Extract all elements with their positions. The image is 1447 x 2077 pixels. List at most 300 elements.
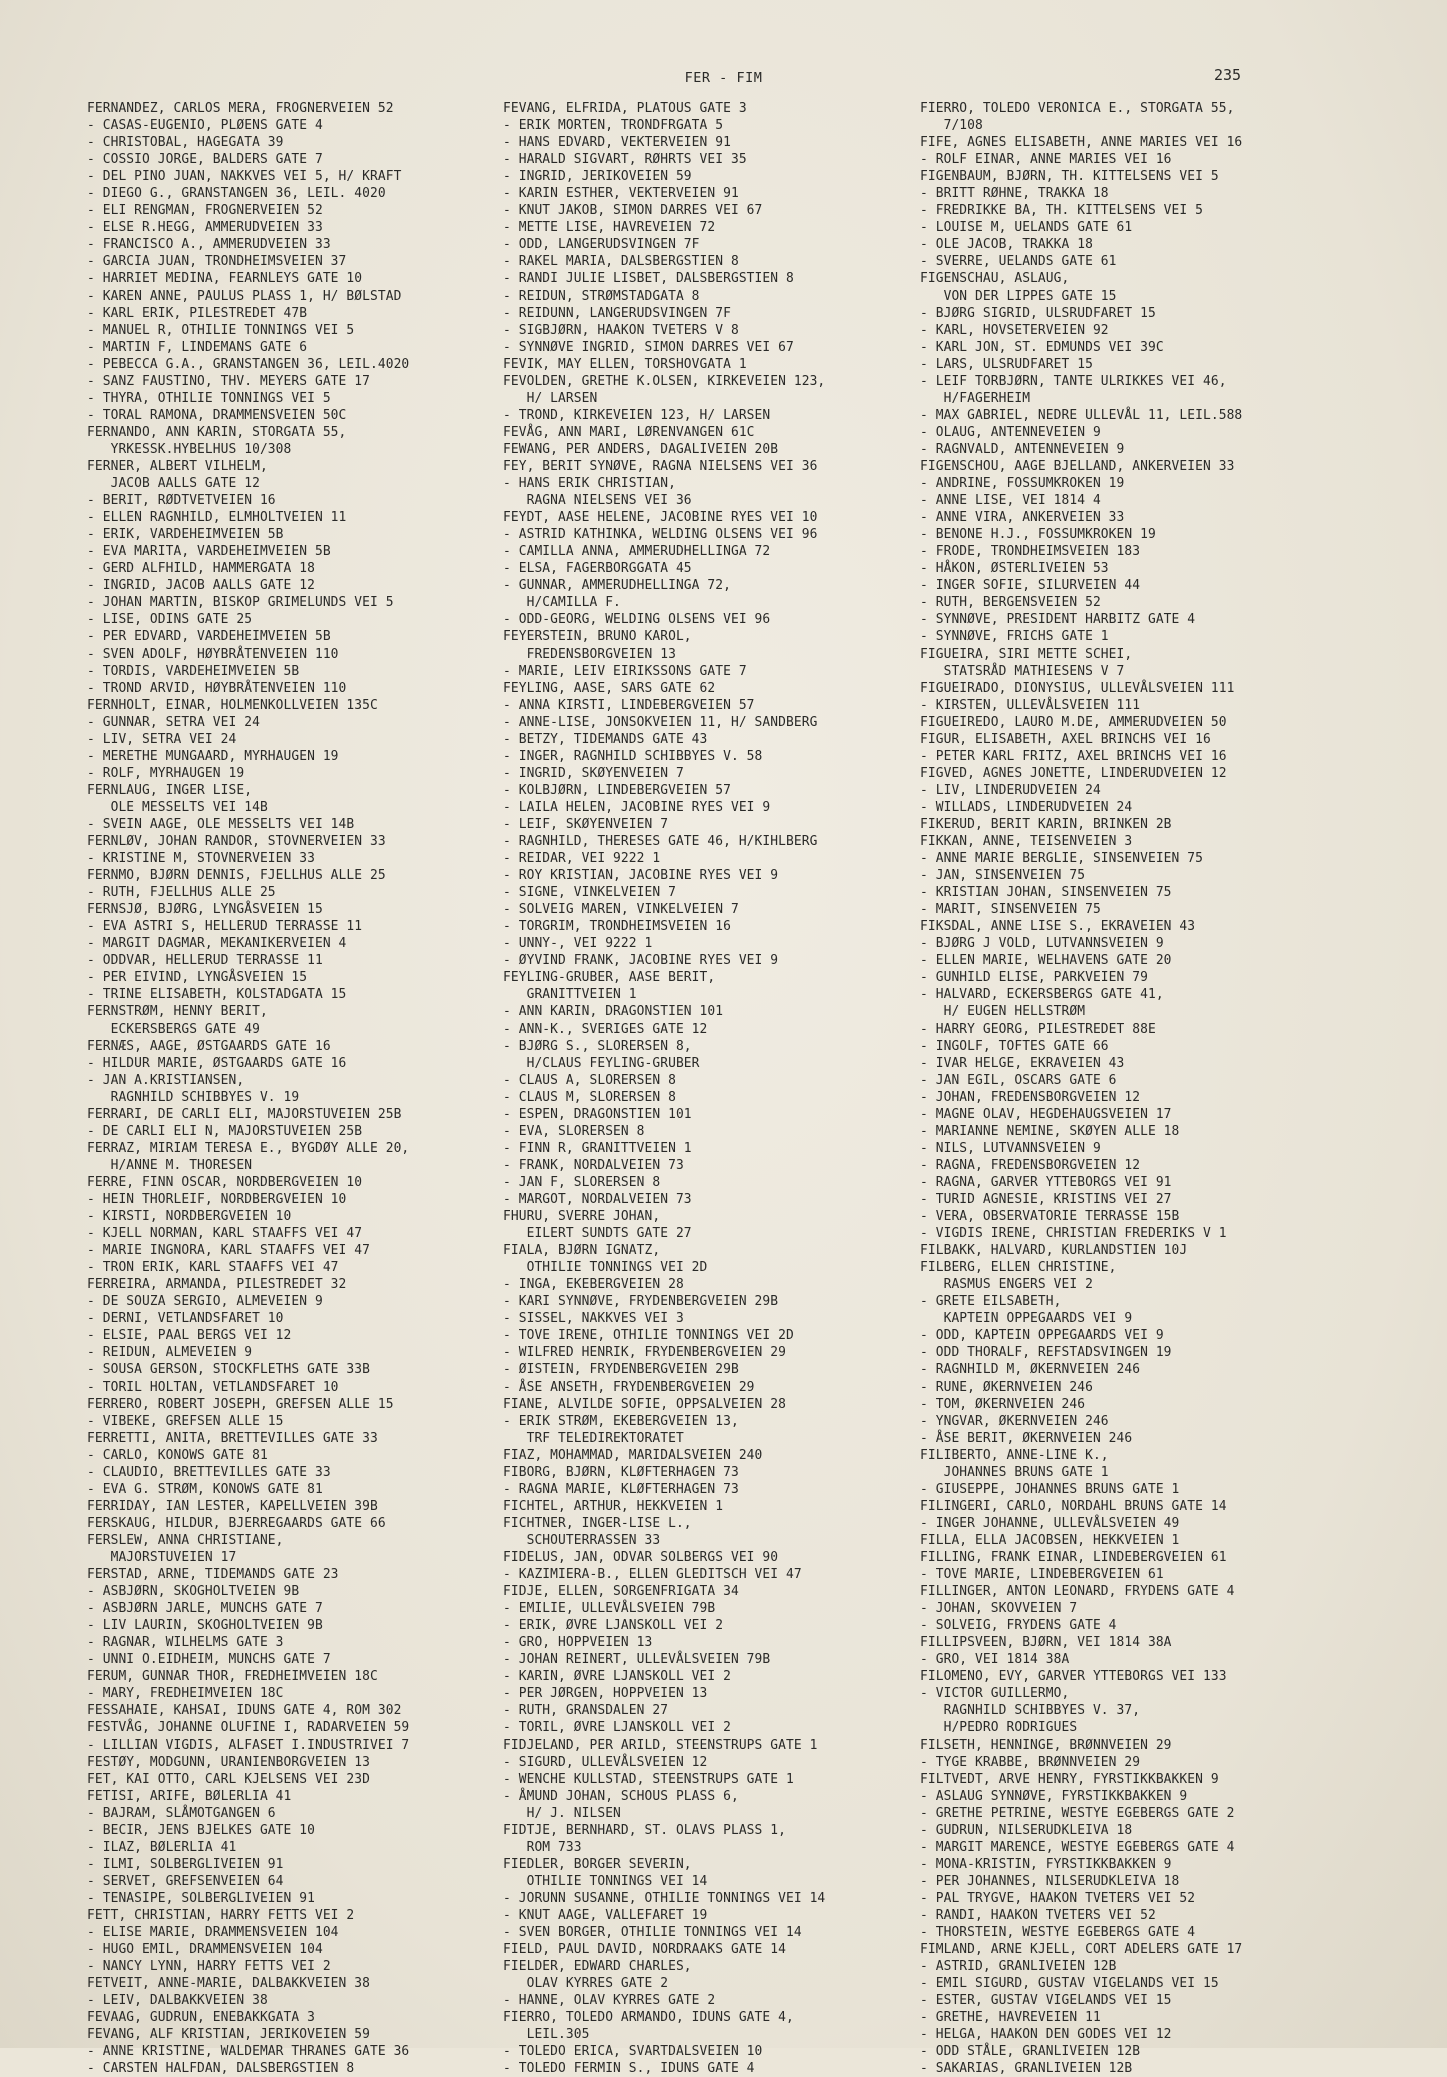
- directory-entry-line: - CLAUS A, SLORERSEN 8: [503, 1072, 676, 1088]
- directory-entry-line: H/PEDRO RODRIGUES: [920, 1720, 1078, 1736]
- column-2: [503, 100, 913, 2077]
- directory-entry-line: - CHRISTOBAL, HAGEGATA 39: [87, 135, 284, 151]
- directory-entry-line: - ÅMUND JOHAN, SCHOUS PLASS 6,: [503, 1788, 739, 1804]
- directory-entry-line: - INGRID, SKØYENVEIEN 7: [503, 765, 684, 781]
- directory-entry-line: - TORIL, ØVRE LJANSKOLL VEI 2: [503, 1720, 731, 1736]
- directory-entry-line: - ODD, LANGERUDSVINGEN 7F: [503, 237, 700, 253]
- directory-entry-line: FEVANG, ALF KRISTIAN, JERIKOVEIEN 59: [87, 2027, 370, 2043]
- directory-entry-line: - INGER, RAGNHILD SCHIBBYES V. 58: [503, 748, 763, 764]
- directory-entry-line: - KNUT JAKOB, SIMON DARRES VEI 67: [503, 203, 763, 219]
- directory-entry-line: FILLIPSVEEN, BJØRN, VEI 1814 38A: [920, 1635, 1172, 1651]
- directory-entry-line: FETT, CHRISTIAN, HARRY FETTS VEI 2: [87, 1907, 355, 1923]
- directory-entry-line: - SYNNØVE, PRESIDENT HARBITZ GATE 4: [920, 612, 1196, 628]
- directory-entry-line: KAPTEIN OPPEGAARDS VEI 9: [920, 1311, 1133, 1327]
- directory-entry-line: - RUTH, BERGENSVEIEN 52: [920, 595, 1101, 611]
- directory-entry-line: - HARALD SIGVART, RØHRTS VEI 35: [503, 152, 747, 168]
- directory-entry-line: VON DER LIPPES GATE 15: [920, 288, 1117, 304]
- directory-entry-line: - TOM, ØKERNVEIEN 246: [920, 1396, 1086, 1412]
- directory-entry-line: - ÅSE BERIT, ØKERNVEIEN 246: [920, 1430, 1133, 1446]
- directory-entry-line: - INGA, EKEBERGVEIEN 28: [503, 1277, 684, 1293]
- directory-entry-line: - WILLADS, LINDERUDVEIEN 24: [920, 799, 1133, 815]
- directory-entry-line: - KIRSTEN, ULLEVÅLSVEIEN 111: [920, 697, 1141, 713]
- directory-entry-line: - EVA ASTRI S, HELLERUD TERRASSE 11: [87, 919, 363, 935]
- directory-entry-line: - FRODE, TRONDHEIMSVEIEN 183: [920, 544, 1141, 560]
- directory-entry-line: - ASTRID KATHINKA, WELDING OLSENS VEI 96: [503, 527, 818, 543]
- directory-entry-line: - RUTH, GRANSDALEN 27: [503, 1703, 669, 1719]
- directory-entry-line: - HARRY GEORG, PILESTREDET 88E: [920, 1021, 1156, 1037]
- directory-entry-line: - ELSE R.HEGG, AMMERUDVEIEN 33: [87, 220, 323, 236]
- directory-entry-line: - REIDUN, ALMEVEIEN 9: [87, 1345, 253, 1361]
- directory-entry-line: - IVAR HELGE, EKRAVEIEN 43: [920, 1055, 1125, 1071]
- directory-entry-line: FERNSJØ, BJØRG, LYNGÅSVEIEN 15: [87, 902, 323, 918]
- directory-entry-line: - SVEN ADOLF, HØYBRÅTENVEIEN 110: [87, 646, 339, 662]
- directory-entry-line: FIGUEIRADO, DIONYSIUS, ULLEVÅLSVEIEN 111: [920, 680, 1235, 696]
- directory-entry-line: - TORDIS, VARDEHEIMVEIEN 5B: [87, 663, 300, 679]
- directory-entry-line: - THYRA, OTHILIE TONNINGS VEI 5: [87, 390, 331, 406]
- directory-entry-line: - GRETHE PETRINE, WESTYE EGEBERGS GATE 2: [920, 1805, 1235, 1821]
- directory-entry-line: - SIGNE, VINKELVEIEN 7: [503, 885, 676, 901]
- directory-entry-line: - ODD STÅLE, GRANLIVEIEN 12B: [920, 2044, 1141, 2060]
- directory-entry-line: - SYNNØVE INGRID, SIMON DARRES VEI 67: [503, 339, 794, 355]
- directory-entry-line: FICHTEL, ARTHUR, HEKKVEIEN 1: [503, 1498, 724, 1514]
- directory-entry-line: - REIDUN, STRØMSTADGATA 8: [503, 288, 700, 304]
- directory-entry-line: - TENASIPE, SOLBERGLIVEIEN 91: [87, 1890, 315, 1906]
- directory-entry-line: FEYLING-GRUBER, AASE BERIT,: [503, 970, 716, 986]
- directory-entry-line: JACOB AALLS GATE 12: [87, 476, 260, 492]
- directory-entry-line: - NANCY LYNN, HARRY FETTS VEI 2: [87, 1959, 331, 1975]
- directory-entry-line: GRANITTVEIEN 1: [503, 987, 637, 1003]
- directory-entry-line: - RUNE, ØKERNVEIEN 246: [920, 1379, 1093, 1395]
- directory-entry-line: FIGUR, ELISABETH, AXEL BRINCHS VEI 16: [920, 731, 1211, 747]
- directory-entry-line: - ERIK, VARDEHEIMVEIEN 5B: [87, 527, 284, 543]
- directory-entry-line: FIKSDAL, ANNE LISE S., EKRAVEIEN 43: [920, 919, 1196, 935]
- directory-entry-line: - ROLF, MYRHAUGEN 19: [87, 765, 245, 781]
- directory-entry-line: - HELGA, HAAKON DEN GODES VEI 12: [920, 2027, 1172, 2043]
- directory-entry-line: FILIBERTO, ANNE-LINE K.,: [920, 1447, 1109, 1463]
- directory-entry-line: - MARTIN F, LINDEMANS GATE 6: [87, 339, 308, 355]
- directory-entry-line: SCHOUTERRASSEN 33: [503, 1532, 661, 1548]
- directory-entry-line: H/ J. NILSEN: [503, 1805, 621, 1821]
- directory-entry-line: - KARIN, ØVRE LJANSKOLL VEI 2: [503, 1669, 731, 1685]
- directory-entry-line: - CARSTEN HALFDAN, DALSBERGSTIEN 8: [87, 2061, 355, 2077]
- directory-entry-line: - LARS, ULSRUDFARET 15: [920, 356, 1093, 372]
- directory-entry-line: - INGER JOHANNE, ULLEVÅLSVEIEN 49: [920, 1515, 1180, 1531]
- directory-entry-line: - TURID AGNESIE, KRISTINS VEI 27: [920, 1192, 1172, 1207]
- directory-entry-line: - BENONE H.J., FOSSUMKROKEN 19: [920, 527, 1156, 543]
- directory-entry-line: H/ EUGEN HELLSTRØM: [920, 1004, 1086, 1020]
- directory-entry-line: - CLAUDIO, BRETTEVILLES GATE 33: [87, 1464, 331, 1480]
- directory-entry-line: - LEIV, DALBAKKVEIEN 38: [87, 1993, 268, 2009]
- directory-entry-line: - ESTER, GUSTAV VIGELANDS VEI 15: [920, 1993, 1172, 2009]
- directory-entry-line: - BETZY, TIDEMANDS GATE 43: [503, 731, 708, 747]
- directory-entry-line: - LISE, ODINS GATE 25: [87, 612, 253, 628]
- directory-entry-line: RAGNA NIELSENS VEI 36: [503, 493, 692, 509]
- directory-entry-line: - UNNI O.EIDHEIM, MUNCHS GATE 7: [87, 1652, 331, 1668]
- directory-entry-line: - ANNE-LISE, JONSOKVEIEN 11, H/ SANDBERG: [503, 714, 818, 730]
- directory-entry-line: FEYERSTEIN, BRUNO KAROL,: [503, 629, 692, 645]
- directory-entry-line: - RAGNHILD, THERESES GATE 46, H/KIHLBERG: [503, 834, 818, 850]
- directory-entry-line: - RAGNA MARIE, KLØFTERHAGEN 73: [503, 1481, 739, 1497]
- directory-entry-line: - PEBECCA G.A., GRANSTANGEN 36, LEIL.4020: [87, 356, 410, 372]
- directory-entry-line: FETISI, ARIFE, BØLERLIA 41: [87, 1788, 292, 1804]
- directory-entry-line: - YNGVAR, ØKERNVEIEN 246: [920, 1413, 1109, 1429]
- directory-entry-line: - GRO, VEI 1814 38A: [920, 1652, 1070, 1668]
- directory-entry-line: - ANN-K., SVERIGES GATE 12: [503, 1021, 708, 1037]
- directory-entry-line: - KOLBJØRN, LINDEBERGVEIEN 57: [503, 782, 731, 798]
- directory-entry-line: - RAKEL MARIA, DALSBERGSTIEN 8: [503, 254, 739, 270]
- directory-entry-line: FERRERO, ROBERT JOSEPH, GREFSEN ALLE 15: [87, 1396, 394, 1412]
- directory-entry-line: - OLE JACOB, TRAKKA 18: [920, 237, 1093, 253]
- directory-entry-line: - KRISTIAN JOHAN, SINSENVEIEN 75: [920, 885, 1172, 901]
- directory-entry-line: FEY, BERIT SYNØVE, RAGNA NIELSENS VEI 36: [503, 458, 818, 474]
- directory-entry-line: - RAGNVALD, ANTENNEVEIEN 9: [920, 441, 1125, 457]
- directory-entry-line: - TORIL HOLTAN, VETLANDSFARET 10: [87, 1379, 339, 1395]
- directory-entry-line: - LIV LAURIN, SKOGHOLTVEIEN 9B: [87, 1618, 323, 1634]
- directory-entry-line: - BJØRG J VOLD, LUTVANNSVEIEN 9: [920, 936, 1164, 952]
- directory-entry-line: - GARCIA JUAN, TRONDHEIMSVEIEN 37: [87, 254, 347, 270]
- directory-entry-line: - SYNNØVE, FRICHS GATE 1: [920, 629, 1109, 645]
- directory-entry-line: - SIGBJØRN, HAAKON TVETERS V 8: [503, 322, 739, 338]
- directory-entry-line: FERUM, GUNNAR THOR, FREDHEIMVEIEN 18C: [87, 1669, 378, 1685]
- directory-entry-line: MAJORSTUVEIEN 17: [87, 1549, 237, 1565]
- directory-entry-line: FILINGERI, CARLO, NORDAHL BRUNS GATE 14: [920, 1498, 1227, 1514]
- directory-entry-line: - FREDRIKKE BA, TH. KITTELSENS VEI 5: [920, 203, 1203, 219]
- directory-entry-line: - TOVE IRENE, OTHILIE TONNINGS VEI 2D: [503, 1328, 794, 1344]
- directory-entry-line: FERNANDO, ANN KARIN, STORGATA 55,: [87, 424, 347, 440]
- directory-entry-line: - ILAZ, BØLERLIA 41: [87, 1839, 237, 1855]
- directory-entry-line: FERSLEW, ANNA CHRISTIANE,: [87, 1532, 284, 1548]
- directory-entry-line: - REIDUNN, LANGERUDSVINGEN 7F: [503, 305, 731, 321]
- directory-entry-line: - RAGNHILD M, ØKERNVEIEN 246: [920, 1362, 1141, 1378]
- directory-entry-line: TRF TELEDIREKTORATET: [503, 1430, 684, 1446]
- directory-entry-line: H/ANNE M. THORESEN: [87, 1157, 253, 1173]
- directory-entry-line: - ODD-GEORG, WELDING OLSENS VEI 96: [503, 612, 771, 628]
- directory-entry-line: - MONA-KRISTIN, FYRSTIKKBAKKEN 9: [920, 1856, 1172, 1872]
- directory-entry-line: - PER EDVARD, VARDEHEIMVEIEN 5B: [87, 629, 331, 645]
- directory-entry-line: FEYLING, AASE, SARS GATE 62: [503, 680, 716, 696]
- directory-entry-line: - BERIT, RØDTVETVEIEN 16: [87, 493, 276, 509]
- directory-entry-line: FILLING, FRANK EINAR, LINDEBERGVEIEN 61: [920, 1549, 1227, 1565]
- directory-entry-line: - KAREN ANNE, PAULUS PLASS 1, H/ BØLSTAD: [87, 288, 402, 304]
- directory-entry-line: - GRETE EILSABETH,: [920, 1294, 1062, 1310]
- directory-entry-line: EILERT SUNDTS GATE 27: [503, 1226, 692, 1242]
- directory-entry-line: - SERVET, GREFSENVEIEN 64: [87, 1873, 284, 1889]
- running-head: FER - FIM: [684, 70, 763, 86]
- directory-entry-line: - LEIF TORBJØRN, TANTE ULRIKKES VEI 46,: [920, 373, 1227, 389]
- directory-entry-line: - RANDI JULIE LISBET, DALSBERGSTIEN 8: [503, 271, 794, 287]
- directory-entry-line: LEIL.305: [503, 2027, 590, 2043]
- directory-entry-line: - METTE LISE, HAVREVEIEN 72: [503, 220, 716, 236]
- directory-entry-line: - EVA MARITA, VARDEHEIMVEIEN 5B: [87, 544, 331, 560]
- directory-entry-line: - ESPEN, DRAGONSTIEN 101: [503, 1106, 692, 1122]
- directory-entry-line: - TRON ERIK, KARL STAAFFS VEI 47: [87, 1260, 339, 1276]
- directory-entry-line: FIGUEIRA, SIRI METTE SCHEI,: [920, 646, 1133, 662]
- directory-entry-line: - ANN KARIN, DRAGONSTIEN 101: [503, 1004, 724, 1020]
- directory-entry-line: FIDJELAND, PER ARILD, STEENSTRUPS GATE 1: [503, 1737, 818, 1753]
- directory-entry-line: FEVOLDEN, GRETHE K.OLSEN, KIRKEVEIEN 123,: [503, 373, 826, 389]
- directory-entry-line: - ØISTEIN, FRYDENBERGVEIEN 29B: [503, 1362, 739, 1378]
- directory-entry-line: FIGENSCHOU, AAGE BJELLAND, ANKERVEIEN 33: [920, 458, 1235, 474]
- directory-entry-line: - JOHAN, SKOVVEIEN 7: [920, 1601, 1078, 1617]
- directory-entry-line: - VIGDIS IRENE, CHRISTIAN FREDERIKS V 1: [920, 1226, 1227, 1242]
- directory-entry-line: - HEIN THORLEIF, NORDBERGVEIEN 10: [87, 1192, 347, 1207]
- directory-entry-line: FIGVED, AGNES JONETTE, LINDERUDVEIEN 12: [920, 765, 1227, 781]
- directory-entry-line: - ELI RENGMAN, FROGNERVEIEN 52: [87, 203, 323, 219]
- directory-entry-line: FILSETH, HENNINGE, BRØNNVEIEN 29: [920, 1737, 1172, 1753]
- directory-entry-line: FILBAKK, HALVARD, KURLANDSTIEN 10J: [920, 1243, 1188, 1259]
- directory-entry-line: ROM 733: [503, 1839, 582, 1855]
- directory-entry-line: - LEIF, SKØYENVEIEN 7: [503, 816, 669, 832]
- directory-entry-line: FILBERG, ELLEN CHRISTINE,: [920, 1260, 1117, 1276]
- column-3: [920, 100, 1340, 2077]
- directory-entry-line: - MAX GABRIEL, NEDRE ULLEVÅL 11, LEIL.588: [920, 407, 1243, 423]
- directory-entry-line: FERNANDEZ, CARLOS MERA, FROGNERVEIEN 52: [87, 101, 394, 116]
- directory-entry-line: FERNÆS, AAGE, ØSTGAARDS GATE 16: [87, 1038, 331, 1054]
- directory-entry-line: FIALA, BJØRN IGNATZ,: [503, 1243, 661, 1259]
- directory-entry-line: - NILS, LUTVANNSVEIEN 9: [920, 1140, 1101, 1156]
- directory-entry-line: FEVANG, ELFRIDA, PLATOUS GATE 3: [503, 101, 747, 116]
- directory-entry-line: FIBORG, BJØRN, KLØFTERHAGEN 73: [503, 1464, 739, 1480]
- directory-entry-line: - DEL PINO JUAN, NAKKVES VEI 5, H/ KRAFT: [87, 169, 402, 185]
- directory-entry-line: - HANS EDVARD, VEKTERVEIEN 91: [503, 135, 731, 151]
- directory-entry-line: - EVA G. STRØM, KONOWS GATE 81: [87, 1481, 323, 1497]
- directory-entry-line: - ELISE MARIE, DRAMMENSVEIEN 104: [87, 1925, 339, 1941]
- directory-entry-line: - ANNA KIRSTI, LINDEBERGVEIEN 57: [503, 697, 755, 713]
- directory-entry-line: STATSRÅD MATHIESENS V 7: [920, 663, 1125, 679]
- directory-entry-line: FIELD, PAUL DAVID, NORDRAAKS GATE 14: [503, 1942, 786, 1958]
- directory-entry-line: - DERNI, VETLANDSFARET 10: [87, 1311, 284, 1327]
- directory-entry-line: - JOHAN, FREDENSBORGVEIEN 12: [920, 1089, 1141, 1105]
- directory-entry-line: - HARRIET MEDINA, FEARNLEYS GATE 10: [87, 271, 363, 287]
- directory-entry-line: YRKESSK.HYBELHUS 10/308: [87, 441, 292, 457]
- directory-entry-line: FIGENSCHAU, ASLAUG,: [920, 271, 1070, 287]
- directory-entry-line: - ØYVIND FRANK, JACOBINE RYES VEI 9: [503, 953, 779, 969]
- directory-entry-line: FIGUEIREDO, LAURO M.DE, AMMERUDVEIEN 50: [920, 714, 1227, 730]
- directory-entry-line: FERRIDAY, IAN LESTER, KAPELLVEIEN 39B: [87, 1498, 378, 1514]
- directory-entry-line: - KIRSTI, NORDBERGVEIEN 10: [87, 1209, 292, 1225]
- directory-entry-line: - TROND, KIRKEVEIEN 123, H/ LARSEN: [503, 407, 771, 423]
- directory-entry-line: - ELSA, FAGERBORGGATA 45: [503, 561, 692, 577]
- directory-entry-line: - PER EIVIND, LYNGÅSVEIEN 15: [87, 970, 308, 986]
- directory-entry-line: - JOHAN REINERT, ULLEVÅLSVEIEN 79B: [503, 1652, 771, 1668]
- directory-entry-line: - MARGIT DAGMAR, MEKANIKERVEIEN 4: [87, 936, 347, 952]
- directory-entry-line: - MARGOT, NORDALVEIEN 73: [503, 1192, 692, 1207]
- directory-entry-line: - FRANCISCO A., AMMERUDVEIEN 33: [87, 237, 331, 253]
- directory-entry-line: - WENCHE KULLSTAD, STEENSTRUPS GATE 1: [503, 1771, 794, 1787]
- directory-entry-line: - ERIK STRØM, EKEBERGVEIEN 13,: [503, 1413, 739, 1429]
- directory-entry-line: - TROND ARVID, HØYBRÅTENVEIEN 110: [87, 680, 347, 696]
- directory-entry-line: FERRETTI, ANITA, BRETTEVILLES GATE 33: [87, 1430, 378, 1446]
- directory-entry-line: H/CLAUS FEYLING-GRUBER: [503, 1055, 700, 1071]
- directory-entry-line: OTHILIE TONNINGS VEI 14: [503, 1873, 708, 1889]
- directory-entry-line: - GERD ALFHILD, HAMMERGATA 18: [87, 561, 315, 577]
- directory-entry-line: OTHILIE TONNINGS VEI 2D: [503, 1260, 708, 1276]
- directory-entry-line: - VERA, OBSERVATORIE TERRASSE 15B: [920, 1209, 1180, 1225]
- directory-entry-line: FIMLAND, ARNE KJELL, CORT ADELERS GATE 17: [920, 1942, 1243, 1958]
- directory-entry-line: - ASTRID, GRANLIVEIEN 12B: [920, 1959, 1117, 1975]
- directory-entry-line: FIDTJE, BERNHARD, ST. OLAVS PLASS 1,: [503, 1822, 786, 1838]
- directory-entry-line: - DE CARLI ELI N, MAJORSTUVEIEN 25B: [87, 1123, 363, 1139]
- directory-entry-line: - TRINE ELISABETH, KOLSTADGATA 15: [87, 987, 347, 1003]
- directory-entry-line: FEYDT, AASE HELENE, JACOBINE RYES VEI 10: [503, 510, 818, 526]
- directory-entry-line: FIERRO, TOLEDO ARMANDO, IDUNS GATE 4,: [503, 2010, 794, 2026]
- directory-entry-line: - OLAUG, ANTENNEVEIEN 9: [920, 424, 1101, 440]
- directory-entry-line: FIGENBAUM, BJØRN, TH. KITTELSENS VEI 5: [920, 169, 1219, 185]
- directory-entry-line: - GUNNAR, AMMERUDHELLINGA 72,: [503, 578, 731, 594]
- directory-entry-line: OLAV KYRRES GATE 2: [503, 1976, 669, 1992]
- page-number: 235: [1214, 66, 1242, 84]
- directory-entry-line: - WILFRED HENRIK, FRYDENBERGVEIEN 29: [503, 1345, 786, 1361]
- directory-entry-line: FERNLAUG, INGER LISE,: [87, 782, 253, 798]
- directory-entry-line: - TORAL RAMONA, DRAMMENSVEIEN 50C: [87, 407, 347, 423]
- column-1: [87, 100, 487, 2077]
- directory-entry-line: - JOHAN MARTIN, BISKOP GRIMELUNDS VEI 5: [87, 595, 394, 611]
- directory-entry-line: FESTØY, MODGUNN, URANIENBORGVEIEN 13: [87, 1754, 370, 1770]
- directory-entry-line: FEVIK, MAY ELLEN, TORSHOVGATA 1: [503, 356, 747, 372]
- directory-entry-line: FERRE, FINN OSCAR, NORDBERGVEIEN 10: [87, 1174, 363, 1190]
- directory-entry-line: - BAJRAM, SLÅMOTGANGEN 6: [87, 1805, 276, 1821]
- directory-entry-line: - REIDAR, VEI 9222 1: [503, 851, 661, 867]
- directory-entry-line: - HANNE, OLAV KYRRES GATE 2: [503, 1993, 716, 2009]
- directory-entry-line: - ELLEN MARIE, WELHAVENS GATE 20: [920, 953, 1172, 969]
- directory-entry-line: - MANUEL R, OTHILIE TONNINGS VEI 5: [87, 322, 355, 338]
- directory-entry-line: - GUDRUN, NILSERUDKLEIVA 18: [920, 1822, 1133, 1838]
- directory-entry-line: FESTVÅG, JOHANNE OLUFINE I, RADARVEIEN 59: [87, 1720, 410, 1736]
- directory-entry-line: FHURU, SVERRE JOHAN,: [503, 1209, 661, 1225]
- directory-entry-line: - RAGNA, GARVER YTTEBORGS VEI 91: [920, 1174, 1172, 1190]
- directory-entry-line: FREDENSBORGVEIEN 13: [503, 646, 676, 662]
- directory-entry-line: - FRANK, NORDALVEIEN 73: [503, 1157, 684, 1173]
- directory-entry-line: - GIUSEPPE, JOHANNES BRUNS GATE 1: [920, 1481, 1180, 1497]
- directory-entry-line: FERSKAUG, HILDUR, BJERREGAARDS GATE 66: [87, 1515, 386, 1531]
- directory-entry-line: - ANNE VIRA, ANKERVEIEN 33: [920, 510, 1125, 526]
- directory-entry-line: FIKERUD, BERIT KARIN, BRINKEN 2B: [920, 816, 1172, 832]
- directory-entry-line: - RAGNA, FREDENSBORGVEIEN 12: [920, 1157, 1141, 1173]
- directory-entry-line: FETVEIT, ANNE-MARIE, DALBAKKVEIEN 38: [87, 1976, 370, 1992]
- directory-entry-line: - VIBEKE, GREFSEN ALLE 15: [87, 1413, 284, 1429]
- directory-entry-line: - TOLEDO FERMIN S., IDUNS GATE 4: [503, 2061, 755, 2077]
- directory-entry-line: - ANNE LISE, VEI 1814 4: [920, 493, 1101, 509]
- directory-entry-line: - JAN, SINSENVEIEN 75: [920, 868, 1086, 884]
- directory-entry-line: - ANDRINE, FOSSUMKROKEN 19: [920, 476, 1125, 492]
- directory-entry-line: FERNER, ALBERT VILHELM,: [87, 458, 268, 474]
- directory-entry-line: - KARI SYNNØVE, FRYDENBERGVEIEN 29B: [503, 1294, 779, 1310]
- directory-entry-line: - LILLIAN VIGDIS, ALFASET I.INDUSTRIVEI 7: [87, 1737, 410, 1753]
- directory-entry-line: - ERIK MORTEN, TRONDFRGATA 5: [503, 118, 724, 134]
- directory-entry-line: - BRITT RØHNE, TRAKKA 18: [920, 186, 1109, 202]
- directory-entry-line: - SISSEL, NAKKVES VEI 3: [503, 1311, 684, 1327]
- directory-entry-line: - SAKARIAS, GRANLIVEIEN 12B: [920, 2061, 1133, 2077]
- directory-entry-line: - SANZ FAUSTINO, THV. MEYERS GATE 17: [87, 373, 370, 389]
- directory-entry-line: - HILDUR MARIE, ØSTGAARDS GATE 16: [87, 1055, 347, 1071]
- directory-entry-line: FICHTNER, INGER-LISE L.,: [503, 1515, 692, 1531]
- directory-entry-line: - EMILIE, ULLEVÅLSVEIEN 79B: [503, 1601, 716, 1617]
- directory-entry-line: FERNMO, BJØRN DENNIS, FJELLHUS ALLE 25: [87, 868, 386, 884]
- directory-entry-line: - ASBJØRN JARLE, MUNCHS GATE 7: [87, 1601, 323, 1617]
- directory-entry-line: - MARIE INGNORA, KARL STAAFFS VEI 47: [87, 1243, 370, 1259]
- directory-entry-line: - KJELL NORMAN, KARL STAAFFS VEI 47: [87, 1226, 363, 1242]
- directory-entry-line: - ASLAUG SYNNØVE, FYRSTIKKBAKKEN 9: [920, 1788, 1188, 1804]
- directory-entry-line: - SOLVEIG, FRYDENS GATE 4: [920, 1618, 1117, 1634]
- directory-entry-line: - JAN EGIL, OSCARS GATE 6: [920, 1072, 1117, 1088]
- directory-entry-line: - INGER SOFIE, SILURVEIEN 44: [920, 578, 1141, 594]
- directory-entry-line: - MARIANNE NEMINE, SKØYEN ALLE 18: [920, 1123, 1180, 1139]
- directory-entry-line: - THORSTEIN, WESTYE EGEBERGS GATE 4: [920, 1925, 1196, 1941]
- directory-entry-line: FIFE, AGNES ELISABETH, ANNE MARIES VEI 16: [920, 135, 1243, 151]
- directory-entry-line: - HÅKON, ØSTERLIVEIEN 53: [920, 561, 1109, 577]
- directory-entry-line: FIKKAN, ANNE, TEISENVEIEN 3: [920, 834, 1133, 850]
- directory-entry-line: JOHANNES BRUNS GATE 1: [920, 1464, 1109, 1480]
- directory-entry-line: FERRARI, DE CARLI ELI, MAJORSTUVEIEN 25B: [87, 1106, 402, 1122]
- directory-entry-line: - RAGNAR, WILHELMS GATE 3: [87, 1635, 284, 1651]
- directory-entry-line: - EVA, SLORERSEN 8: [503, 1123, 645, 1139]
- directory-entry-line: RAGNHILD SCHIBBYES V. 37,: [920, 1703, 1141, 1719]
- directory-entry-line: - KNUT AAGE, VALLEFARET 19: [503, 1907, 708, 1923]
- directory-entry-line: FIDJE, ELLEN, SORGENFRIGATA 34: [503, 1584, 739, 1600]
- directory-entry-line: - TOLEDO ERICA, SVARTDALSVEIEN 10: [503, 2044, 763, 2060]
- directory-entry-line: FEVÅG, ANN MARI, LØRENVANGEN 61C: [503, 424, 755, 440]
- directory-entry-line: FERNLØV, JOHAN RANDOR, STOVNERVEIEN 33: [87, 834, 386, 850]
- directory-entry-line: - PER JØRGEN, HOPPVEIEN 13: [503, 1686, 708, 1702]
- directory-entry-line: - JAN F, SLORERSEN 8: [503, 1174, 661, 1190]
- directory-entry-line: - ILMI, SOLBERGLIVEIEN 91: [87, 1856, 284, 1872]
- directory-entry-line: FIEDLER, BORGER SEVERIN,: [503, 1856, 692, 1872]
- directory-entry-line: - ELLEN RAGNHILD, ELMHOLTVEIEN 11: [87, 510, 347, 526]
- directory-entry-line: - VICTOR GUILLERMO,: [920, 1686, 1070, 1702]
- directory-entry-line: FERRAZ, MIRIAM TERESA E., BYGDØY ALLE 20,: [87, 1140, 410, 1156]
- directory-entry-line: - MARIT, SINSENVEIEN 75: [920, 902, 1101, 918]
- directory-entry-line: - LOUISE M, UELANDS GATE 61: [920, 220, 1133, 236]
- directory-entry-line: - CARLO, KONOWS GATE 81: [87, 1447, 268, 1463]
- directory-entry-line: H/ LARSEN: [503, 390, 598, 406]
- directory-entry-line: - GRETHE, HAVREVEIEN 11: [920, 2010, 1101, 2026]
- directory-entry-line: - ÅSE ANSETH, FRYDENBERGVEIEN 29: [503, 1379, 755, 1395]
- directory-entry-line: - SVERRE, UELANDS GATE 61: [920, 254, 1117, 270]
- directory-entry-line: FESSAHAIE, KAHSAI, IDUNS GATE 4, ROM 302: [87, 1703, 402, 1719]
- directory-entry-line: - KRISTINE M, STOVNERVEIEN 33: [87, 851, 315, 867]
- directory-entry-line: FIDELUS, JAN, ODVAR SOLBERGS VEI 90: [503, 1549, 779, 1565]
- directory-entry-line: FERNHOLT, EINAR, HOLMENKOLLVEIEN 135C: [87, 697, 378, 713]
- directory-entry-line: - MARIE, LEIV EIRIKSSONS GATE 7: [503, 663, 747, 679]
- directory-entry-line: FILOMENO, EVY, GARVER YTTEBORGS VEI 133: [920, 1669, 1227, 1685]
- directory-entry-line: - BECIR, JENS BJELKES GATE 10: [87, 1822, 315, 1838]
- directory-entry-line: - SVEN BORGER, OTHILIE TONNINGS VEI 14: [503, 1925, 802, 1941]
- directory-entry-line: - ROLF EINAR, ANNE MARIES VEI 16: [920, 152, 1172, 168]
- directory-entry-line: - KARIN ESTHER, VEKTERVEIEN 91: [503, 186, 739, 202]
- directory-entry-line: - BJØRG SIGRID, ULSRUDFARET 15: [920, 305, 1156, 321]
- directory-entry-line: FILTVEDT, ARVE HENRY, FYRSTIKKBAKKEN 9: [920, 1771, 1219, 1787]
- directory-entry-line: FIANE, ALVILDE SOFIE, OPPSALVEIEN 28: [503, 1396, 786, 1412]
- directory-entry-line: - EMIL SIGURD, GUSTAV VIGELANDS VEI 15: [920, 1976, 1219, 1992]
- directory-entry-line: - INGRID, JACOB AALLS GATE 12: [87, 578, 315, 594]
- directory-entry-line: - PER JOHANNES, NILSERUDKLEIVA 18: [920, 1873, 1180, 1889]
- directory-entry-line: - ASBJØRN, SKOGHOLTVEIEN 9B: [87, 1584, 300, 1600]
- directory-entry-line: - MARGIT MARENCE, WESTYE EGEBERGS GATE 4: [920, 1839, 1235, 1855]
- directory-entry-line: - LIV, SETRA VEI 24: [87, 731, 237, 747]
- directory-entry-line: - JORUNN SUSANNE, OTHILIE TONNINGS VEI 14: [503, 1890, 826, 1906]
- directory-entry-line: FILLINGER, ANTON LEONARD, FRYDENS GATE 4: [920, 1584, 1235, 1600]
- directory-entry-line: - TORGRIM, TRONDHEIMSVEIEN 16: [503, 919, 731, 935]
- directory-entry-line: - TOVE MARIE, LINDEBERGVEIEN 61: [920, 1567, 1164, 1583]
- directory-entry-line: - INGOLF, TOFTES GATE 66: [920, 1038, 1109, 1054]
- directory-entry-line: - DE SOUZA SERGIO, ALMEVEIEN 9: [87, 1294, 323, 1310]
- directory-entry-line: - DIEGO G., GRANSTANGEN 36, LEIL. 4020: [87, 186, 386, 202]
- directory-entry-line: - KAZIMIERA-B., ELLEN GLEDITSCH VEI 47: [503, 1567, 802, 1583]
- directory-entry-line: - CAMILLA ANNA, AMMERUDHELLINGA 72: [503, 544, 771, 560]
- directory-entry-line: - ODDVAR, HELLERUD TERRASSE 11: [87, 953, 323, 969]
- directory-entry-line: - SVEIN AAGE, OLE MESSELTS VEI 14B: [87, 816, 355, 832]
- directory-entry-line: - KARL JON, ST. EDMUNDS VEI 39C: [920, 339, 1164, 355]
